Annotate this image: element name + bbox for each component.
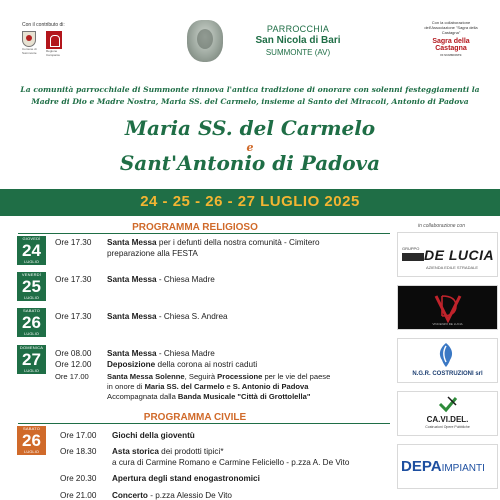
civil-day-badge-26: SABATO 26 LUGLIO — [17, 426, 46, 455]
saint-seal-icon — [187, 20, 223, 62]
sponsor-ngr: N.G.R. COSTRUZIONI srl — [397, 338, 498, 383]
parish-line2: San Nicola di Bari — [255, 35, 341, 46]
sponsors-label: in collaborazione con — [418, 223, 465, 229]
dates-text: 24 - 25 - 26 - 27 LUGLIO 2025 — [140, 193, 360, 210]
patrons-label: Con il contributo di: — [22, 22, 65, 28]
parish-block — [228, 24, 368, 57]
sponsor-de-lucia: GRUPPO DE LUCIA AZIENDA EDILE STRADALE — [397, 232, 498, 277]
sponsor-depa: DEPAIMPIANTI — [397, 444, 498, 489]
sponsor-vincenzo-de-lucia: VINCENZO DE LUCIA — [397, 285, 498, 330]
de-lucia-bar-icon — [402, 253, 424, 261]
sponsor-cavidel: CA.VI.DEL. Costruzioni Opere Pubbliche — [397, 391, 498, 436]
day-badge-25: VENERDÌ 25 LUGLIO — [17, 272, 46, 301]
intro-text: La comunità parrocchiale di Summonte rinnova l'antica tradizione di onorare con solenni festeggiamenti la Madre di Dio e Madre Nostra, Maria SS. del Carmelo, insieme al Santo dei Miracoli, Antonio di Padova — [20, 85, 480, 106]
event-25: Ore 17.30 Santa Messa - Chiesa Madre — [55, 275, 215, 284]
title-conjunction: e — [246, 141, 254, 154]
header — [0, 0, 500, 80]
civil-event-games: Ore 17.00 Giochi della gioventù — [60, 431, 195, 440]
title-antonio: Sant'Antonio di Padova — [119, 151, 381, 175]
parish-line3: SUMMONTE (AV) — [265, 48, 331, 57]
day-badge-24: GIOVEDÌ 24 LUGLIO — [17, 236, 46, 265]
civil-event-concert: Ore 21.00 Concerto - p.zza Alessio De Vito — [60, 491, 232, 500]
parish-line1: PARROCCHIA — [266, 24, 330, 34]
religious-rule — [18, 233, 390, 234]
civil-rule — [18, 423, 390, 424]
collaboration-block — [416, 20, 486, 59]
crest-caption: Comune di Summonte — [22, 47, 37, 55]
event-24: Ore 17.30 Santa Messa per i defunti della nostra comunità - Cimitero preparazione alla FESTA — [55, 238, 320, 258]
sagra-logo: Sagra della Castagna DI SUMMONTE — [432, 38, 470, 57]
event-27-morning-mass: Ore 08.00 Santa Messa - Chiesa Madre — [55, 349, 215, 358]
civil-event-auction: Ore 18.30 Asta storica dei prodotti tipici* a cura di Carmine Romano e Carmine Feliciello - p.zza A. De Vito — [60, 447, 350, 467]
event-26: Ore 17.30 Santa Messa - Chiesa S. Andrea — [55, 312, 228, 321]
patrons-block — [22, 22, 82, 57]
cavidel-check-icon — [438, 395, 458, 413]
dates-band — [0, 189, 500, 216]
event-27-wreath: Ore 12.00 Deposizione della corona ai nostri caduti — [55, 360, 258, 369]
region-logo-caption: Regione Campania — [46, 49, 60, 57]
civil-event-stands: Ore 20.30 Apertura degli stand enogastronomici — [60, 474, 260, 483]
title-maria: Maria SS. del Carmelo — [124, 116, 376, 140]
civil-title: PROGRAMMA CIVILE — [143, 412, 247, 423]
event-27-procession: Ore 17.00 Santa Messa Solenne, Seguirà Processione per le vie del paese in onore di Maria SS. del Carmelo e S. Antonio di Padova Accompagnata dalla Banda Musicale "Città di Grottolella" — [55, 372, 331, 401]
day-badge-26: SABATO 26 LUGLIO — [17, 308, 46, 337]
municipality-crest-icon — [22, 31, 36, 47]
region-logo-icon — [46, 31, 62, 49]
religious-title: PROGRAMMA RELIGIOSO — [132, 222, 258, 233]
day-badge-27: DOMENICA 27 LUGLIO — [17, 345, 46, 374]
vd-monogram-icon — [432, 292, 464, 324]
ngr-building-icon — [434, 342, 458, 368]
collaboration-text: Con la collaborazione dell'Associazione "Sagra della Castagna" — [424, 20, 478, 35]
